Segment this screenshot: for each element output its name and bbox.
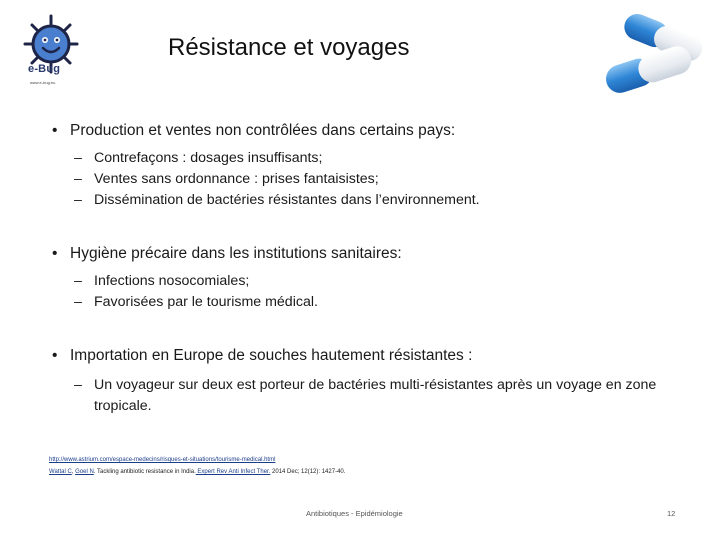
sub-bullet-item: – Favorisées par le tourisme médical. — [74, 292, 712, 313]
logo-name: e-Bug — [28, 63, 61, 75]
citation-journal-link[interactable]: Expert Rev Anti Infect Ther. — [195, 469, 271, 475]
slide-body — [52, 120, 712, 417]
page-number: 12 — [667, 509, 676, 518]
sub-bullet-item: – Un voyageur sur deux est porteur de bactéries multi-résistantes après un voyage en zone tropicale. — [74, 375, 704, 417]
sub-bullet-item: – Dissémination de bactéries résistantes dans l’environnement. — [74, 190, 712, 211]
footer-title: Antibiotiques - Epidémiologie — [306, 509, 403, 518]
citation-text: . Tackling antibiotic resistance in India. — [93, 469, 196, 475]
sub-bullet-item: – Contrefaçons : dosages insuffisants; — [74, 148, 712, 169]
capsule-pills-icon — [592, 8, 717, 98]
citation — [49, 466, 345, 478]
citation-author-link[interactable]: Wattal C — [49, 469, 72, 475]
bullet-item: • Production et ventes non contrôlées dans certains pays: — [52, 120, 712, 142]
bullet-item: • Hygiène précaire dans les institutions sanitaires: — [52, 243, 712, 265]
bullet-group-2 — [52, 243, 712, 313]
bullet-item: • Importation en Europe de souches hautement résistantes : — [52, 345, 712, 367]
citation-author-link[interactable]: Goel N — [75, 469, 94, 475]
citation-separator: , — [71, 469, 76, 475]
reference-link[interactable]: http://www.astrium.com/espace-medecins/risques-et-situations/tourisme-medical.html — [49, 457, 276, 463]
bullet-group-1 — [52, 120, 712, 211]
citation-tail: 2014 Dec; 12(12): 1427-40. — [270, 469, 346, 475]
sub-bullet-item: – Infections nosocomiales; — [74, 271, 712, 292]
bullet-group-3 — [52, 345, 712, 417]
slide-title: Résistance et voyages — [168, 34, 410, 61]
references — [49, 454, 345, 478]
logo-url: www.e-bug.eu — [30, 80, 56, 85]
sub-bullet-item: – Ventes sans ordonnance : prises fantaisistes; — [74, 169, 712, 190]
